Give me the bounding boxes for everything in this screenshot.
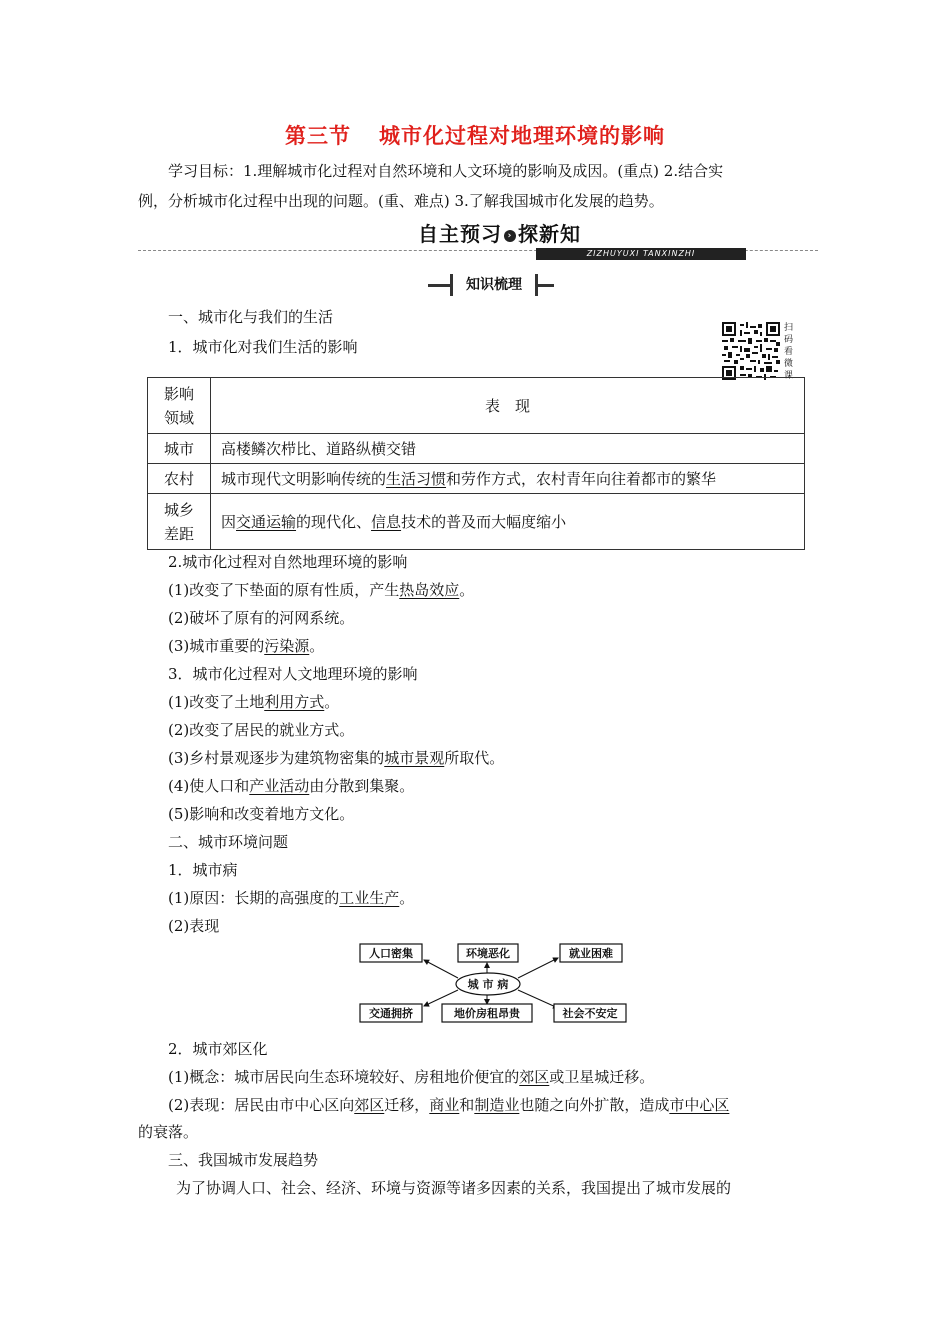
item-answer: 产业活动 bbox=[249, 777, 310, 795]
diagram-node-6: 社会不安定 bbox=[562, 1007, 618, 1020]
diagram-node-3: 就业困难 bbox=[569, 947, 613, 960]
gap-answer-1: 交通运输 bbox=[236, 513, 297, 531]
item-answer: 污染源 bbox=[264, 637, 310, 655]
diagram-node-4: 交通拥挤 bbox=[369, 1007, 413, 1020]
qr-code-icon[interactable] bbox=[722, 322, 780, 380]
arrow-icon: › bbox=[504, 230, 516, 242]
title-section-number: 第三节 bbox=[285, 124, 351, 148]
arrow-line bbox=[518, 958, 558, 978]
title-text: 城市化过程对地理环境的影响 bbox=[379, 124, 665, 148]
section3-heading: 三、我国城市发展趋势 bbox=[168, 1151, 319, 1169]
item-text: (1)改变了土地 bbox=[168, 693, 265, 711]
urban-disease-performance: (2)表现 bbox=[168, 917, 220, 935]
item-text: 。 bbox=[324, 693, 340, 711]
item-text: 。 bbox=[309, 637, 325, 655]
section2-sub2: 2．城市郊区化 bbox=[168, 1040, 268, 1058]
item-answer: 工业生产 bbox=[339, 889, 400, 907]
gap-text-mid: 的现代化、 bbox=[296, 513, 372, 531]
natural-item-2: (2)破坏了原有的河网系统。 bbox=[168, 609, 355, 627]
section2-heading: 二、城市环境问题 bbox=[168, 833, 289, 851]
row-rural-text bbox=[211, 464, 805, 494]
table-header-field bbox=[148, 378, 211, 434]
section1-sub1: 1．城市化对我们生活的影响 bbox=[168, 338, 358, 356]
rural-answer: 生活习惯 bbox=[386, 470, 447, 488]
item-text: 和 bbox=[459, 1096, 475, 1114]
gap-label-line-1: 城乡 bbox=[163, 500, 194, 519]
item-text: 。 bbox=[399, 889, 415, 907]
item-answer: 制造业 bbox=[474, 1096, 520, 1114]
natural-item-1 bbox=[168, 579, 474, 601]
header-field-line-2: 领域 bbox=[163, 408, 194, 427]
item-text: 由分散到集聚。 bbox=[309, 777, 415, 795]
section1-heading: 一、城市化与我们的生活 bbox=[168, 308, 334, 326]
diagram-center: 城 市 病 bbox=[467, 978, 509, 991]
human-item-1 bbox=[168, 691, 339, 713]
item-text: (3)乡村景观逐步为建筑物密集的 bbox=[168, 749, 385, 767]
influence-table bbox=[147, 377, 805, 550]
table-header-performance: 表 现 bbox=[211, 378, 805, 434]
item-answer: 商业 bbox=[429, 1096, 460, 1114]
gap-text-pre: 因 bbox=[221, 513, 237, 531]
diagram-node-1: 人口密集 bbox=[369, 947, 413, 960]
row-city-text: 高楼鳞次栉比、道路纵横交错 bbox=[211, 434, 805, 464]
gap-text-post: 技术的普及而大幅度缩小 bbox=[401, 513, 567, 531]
row-city-label: 城市 bbox=[148, 434, 211, 464]
table-row bbox=[148, 434, 805, 464]
gap-label-line-2: 差距 bbox=[163, 524, 194, 543]
item-text: (1)概念：城市居民向生态环境较好、房租地价便宜的 bbox=[168, 1068, 520, 1086]
item-answer: 郊区 bbox=[519, 1068, 550, 1086]
item-text: (1)改变了下垫面的原有性质，产生 bbox=[168, 581, 400, 599]
diagram-node-2: 环境恶化 bbox=[466, 947, 510, 960]
human-item-2: (2)改变了居民的就业方式。 bbox=[168, 721, 355, 739]
section3-paragraph: 为了协调人口、社会、经济、环境与资源等诸多因素的关系，我国提出了城市发展的 bbox=[176, 1179, 732, 1197]
page-title bbox=[0, 120, 950, 150]
item-text: 也随之向外扩散，造成 bbox=[519, 1096, 670, 1114]
natural-item-3 bbox=[168, 635, 324, 657]
table-row bbox=[148, 378, 805, 434]
human-item-5: (5)影响和改变着地方文化。 bbox=[168, 805, 355, 823]
rural-text-post: 和劳作方式，农村青年向往着都市的繁华 bbox=[446, 470, 717, 488]
urban-disease-cause bbox=[168, 887, 414, 909]
section-banner bbox=[138, 220, 818, 264]
section1-sub2: 2.城市化过程对自然地理环境的影响 bbox=[168, 553, 408, 571]
item-text: (2)表现：居民由市中心区向 bbox=[168, 1096, 355, 1114]
item-text: 所取代。 bbox=[444, 749, 505, 767]
objectives-line-1: 学习目标：1.理解城市化过程对自然环境和人文环境的影响及成因。(重点) 2.结合实 bbox=[168, 162, 724, 180]
human-item-3 bbox=[168, 747, 504, 769]
item-text: (4)使人口和 bbox=[168, 777, 250, 795]
banner-title bbox=[408, 220, 591, 248]
item-answer: 郊区 bbox=[354, 1096, 385, 1114]
gap-answer-2: 信息 bbox=[371, 513, 402, 531]
suburbanization-performance-line2: 的衰落。 bbox=[138, 1123, 199, 1141]
banner-right-text: 探新知 bbox=[518, 222, 581, 246]
rural-text-pre: 城市现代文明影响传统的 bbox=[221, 470, 387, 488]
section1-sub3: 3．城市化过程对人文地理环境的影响 bbox=[168, 665, 418, 683]
human-item-4 bbox=[168, 775, 414, 797]
row-rural-label: 农村 bbox=[148, 464, 211, 494]
row-gap-text bbox=[211, 494, 805, 550]
diagram-node-5: 地价房租昂贵 bbox=[454, 1007, 520, 1020]
item-text: (1)原因：长期的高强度的 bbox=[168, 889, 340, 907]
item-text: 或卫星城迁移。 bbox=[549, 1068, 655, 1086]
item-text: 迁移， bbox=[384, 1096, 430, 1114]
urban-disease-diagram bbox=[358, 938, 628, 1028]
table-row bbox=[148, 494, 805, 550]
item-answer: 热岛效应 bbox=[399, 581, 460, 599]
objectives-line-2: 例，分析城市化过程中出现的问题。(重、难点) 3.了解我国城市化发展的趋势。 bbox=[138, 192, 664, 210]
suburbanization-performance bbox=[168, 1094, 729, 1116]
suburbanization-concept bbox=[168, 1066, 654, 1088]
item-text: 。 bbox=[459, 581, 475, 599]
item-answer: 城市景观 bbox=[384, 749, 445, 767]
knowledge-badge bbox=[428, 274, 554, 296]
arrow-line bbox=[424, 960, 458, 978]
item-answer: 市中心区 bbox=[669, 1096, 730, 1114]
qr-label: 扫码看微课 bbox=[784, 323, 794, 381]
banner-left-text: 自主预习 bbox=[418, 222, 502, 246]
row-gap-label bbox=[148, 494, 211, 550]
header-field-line-1: 影响 bbox=[163, 384, 194, 403]
section2-sub1: 1．城市病 bbox=[168, 861, 238, 879]
learning-objectives bbox=[138, 156, 818, 216]
item-text: (3)城市重要的 bbox=[168, 637, 265, 655]
table-row bbox=[148, 464, 805, 494]
item-answer: 利用方式 bbox=[264, 693, 325, 711]
banner-subtitle: ZIZHUYUXI TANXINZHI bbox=[536, 248, 746, 260]
badge-label: 知识梳理 bbox=[450, 274, 538, 296]
